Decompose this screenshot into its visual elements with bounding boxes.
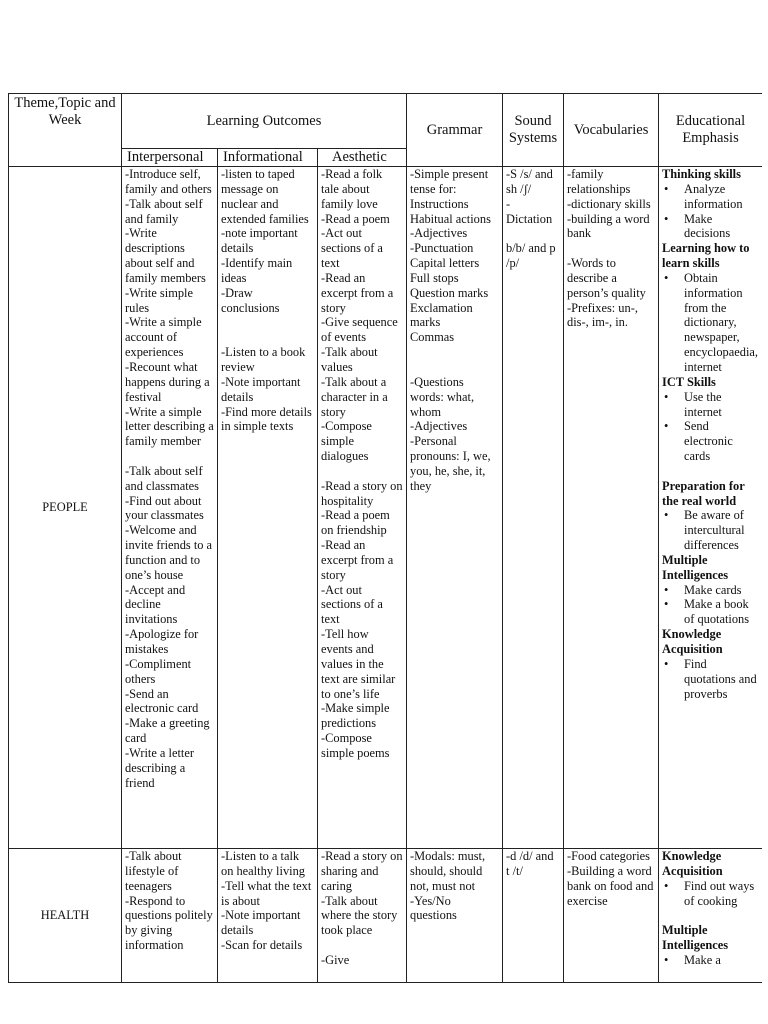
emphasis-heading: Learning how to learn skills: [662, 241, 750, 271]
syllabus-document: [8, 93, 762, 986]
vocabularies-cell: -Food categories -Building a word bank on food and exercise: [564, 849, 659, 983]
emphasis-group: [662, 167, 759, 241]
aesthetic-cell: -Read a story on sharing and caring -Talk about where the story took place -Give: [318, 849, 407, 983]
learning-outcomes-header: Learning Outcomes: [122, 94, 407, 149]
emphasis-list: [662, 182, 759, 241]
emphasis-item: • Find quotations and proverbs: [662, 657, 759, 702]
informational-cell: -listen to taped message on nuclear and extended families -note important details -Identify main ideas -Draw conclusions -Listen to a book review -Note important details -Find more details in simple texts: [218, 167, 318, 849]
emphasis-group: [662, 849, 759, 908]
header-row: [9, 94, 763, 149]
emphasis-item: • Be aware of intercultural differences: [662, 508, 759, 553]
emphasis-list: [662, 508, 759, 553]
informational-cell: -Listen to a talk on healthy living -Tell what the text is about -Note important details -Scan for details: [218, 849, 318, 983]
emphasis-heading: Preparation for the real world: [662, 478, 745, 508]
emphasis-list: [662, 583, 759, 628]
vocabularies-cell: -family relationships -dictionary skills -building a word bank -Words to describe a person’s quality -Prefixes: un-, dis-, im-, in.: [564, 167, 659, 849]
emphasis-item: • Make a: [662, 953, 759, 968]
emphasis-group: [662, 241, 759, 375]
emphasis-heading: Multiple Intelligences: [662, 923, 729, 953]
emphasis-list: [662, 879, 759, 909]
emphasis-group: [662, 923, 759, 968]
grammar-cell: -Simple present tense for: Instructions Habitual actions -Adjectives -Punctuation Capital letters Full stops Question marks Exclamation marks Commas -Questions words: what, whom -Adjectives -Personal pronouns: I, we, you, he, she, it, they: [407, 167, 503, 849]
vocabularies-header: Vocabularies: [564, 94, 659, 167]
table-row-people: [9, 167, 763, 849]
sound-systems-header: Sound Systems: [503, 94, 564, 167]
sound-systems-cell: -S /s/ and sh /ʃ/ - Dictation b/b/ and p /p/: [503, 167, 564, 849]
emphasis-heading: Knowledge Acquisition: [662, 627, 723, 656]
interpersonal-cell: -Talk about lifestyle of teenagers -Respond to questions politely by giving information: [122, 849, 218, 983]
informational-header: Informational: [218, 149, 318, 167]
educational-emphasis-header: Educational Emphasis: [659, 94, 762, 167]
emphasis-list: [662, 953, 759, 968]
spacer: [662, 908, 759, 923]
emphasis-heading: Knowledge Acquisition: [662, 849, 723, 878]
emphasis-list: [662, 271, 759, 375]
aesthetic-header: Aesthetic: [318, 149, 407, 167]
emphasis-item: • Find out ways of cooking: [662, 879, 759, 909]
emphasis-group: [662, 627, 759, 701]
emphasis-list: [662, 390, 759, 464]
emphasis-item: • Make cards: [662, 583, 759, 598]
grammar-cell: -Modals: must, should, should not, must not -Yes/No questions: [407, 849, 503, 983]
aesthetic-cell: -Read a folk tale about family love -Read a poem -Act out sections of a text -Read an excerpt from a story -Give sequence of events -Talk about values -Talk about a character in a story -Compose simple dialogues -Read a story on hospitality -Read a poem on friendship -Read an excerpt from a story -Act out sections of a text -Tell how events and values in the text are similar to one’s life -Make simple predictions -Compose simple poems: [318, 167, 407, 849]
emphasis-heading: ICT Skills: [662, 374, 716, 389]
theme-cell-people: PEOPLE: [9, 167, 122, 849]
emphasis-group: [662, 375, 759, 464]
emphasis-item: • Make decisions: [662, 212, 759, 242]
emphasis-item: • Send electronic cards: [662, 419, 759, 464]
emphasis-group: [662, 479, 759, 553]
syllabus-table: [8, 93, 762, 983]
emphasis-heading: Multiple Intelligences: [662, 552, 729, 582]
emphasis-list: [662, 657, 759, 702]
emphasis-heading: Thinking skills: [662, 167, 741, 181]
emphasis-group: [662, 553, 759, 627]
interpersonal-header: Interpersonal: [122, 149, 218, 167]
educational-emphasis-cell: [659, 167, 762, 849]
theme-cell-health: HEALTH: [9, 849, 122, 983]
emphasis-item: • Obtain information from the dictionary, newspaper, encyclopaedia, internet: [662, 271, 759, 375]
emphasis-item: • Make a book of quotations: [662, 597, 759, 627]
theme-topic-week-header: Theme,Topic and Week: [9, 94, 122, 167]
educational-emphasis-cell: [659, 849, 762, 983]
interpersonal-cell: -Introduce self, family and others -Talk about self and family -Write descriptions about self and family members -Write simple rules -Write a simple account of experiences -Recount what happens during a festival -Write a simple letter describing a family member -Talk about self and classmates -Find out about your classmates -Welcome and invite friends to a function and to one’s house -Accept and decline invitations -Apologize for mistakes -Compliment others -Send an electronic card -Make a greeting card -Write a letter describing a friend: [122, 167, 218, 849]
emphasis-item: • Analyze information: [662, 182, 759, 212]
spacer: [662, 464, 759, 479]
grammar-header: Grammar: [407, 94, 503, 167]
sound-systems-cell: -d /d/ and t /t/: [503, 849, 564, 983]
emphasis-item: • Use the internet: [662, 390, 759, 420]
table-row-health: [9, 849, 763, 983]
